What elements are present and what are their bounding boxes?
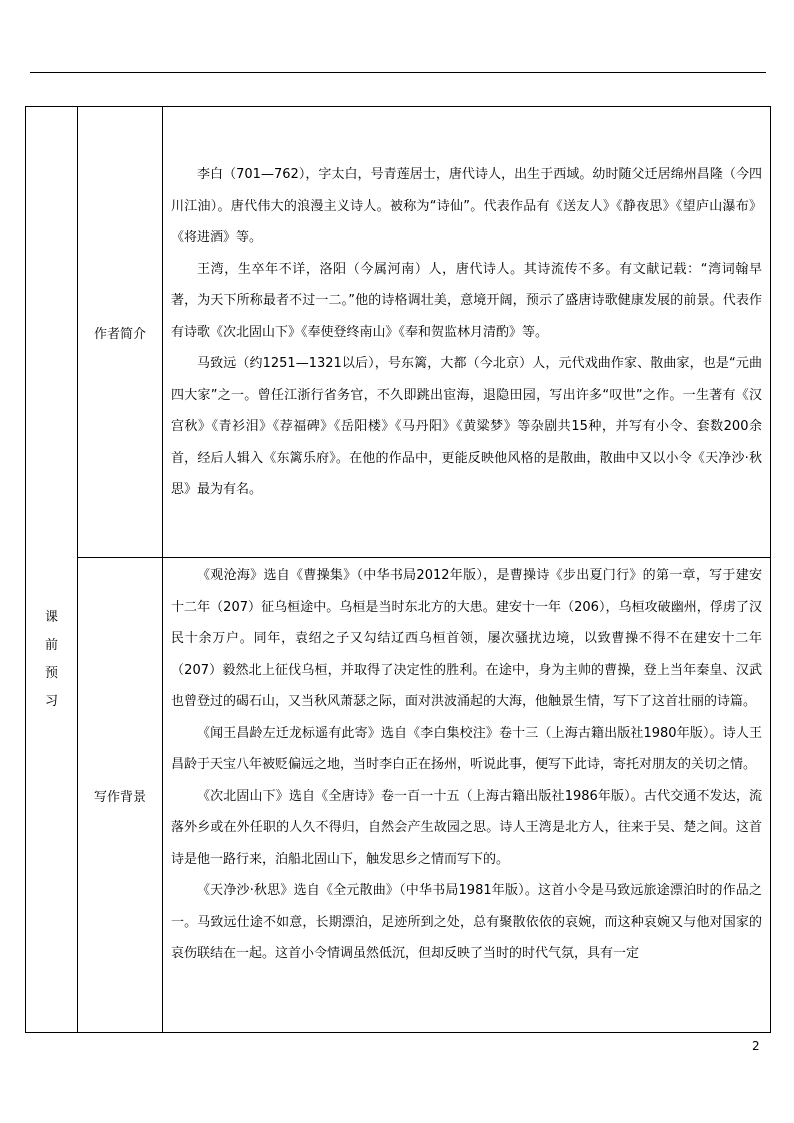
section-char: 预: [44, 665, 58, 681]
author-intro-label: 作者简介: [78, 107, 163, 558]
page-number: 2: [752, 1039, 760, 1053]
author-paragraph-wangwan: 王湾，生卒年不详，洛阳（今属河南）人，唐代诗人。其诗流传不多。有文献记载：“湾词翰早著，为天下所称最者不过一二。”他的诗格调壮美，意境开阔，预示了盛唐诗歌健康发展的前景。代表作有诗歌《次北固山下》《奉使登终南山》《奉和贺监林月清酌》等。: [171, 261, 762, 340]
author-intro-row: [26, 107, 771, 558]
section-label-cell: [26, 107, 78, 1033]
background-paragraph-cibeigushan: 《次北固山下》选自《全唐诗》卷一百一十五（上海古籍出版社1986年版）。古代交通不发达，流落外乡或在外任职的人久不得归，自然会产生故园之思。诗人王湾是北方人，往来于吴、楚之间。这首诗是他一路行来，泊船北固山下，触发思乡之情而写下的。: [171, 788, 762, 867]
section-char: 前: [44, 637, 58, 653]
author-intro-content: [163, 107, 771, 558]
author-paragraph-mazhiyuan: 马致远（约1251—1321以后），号东篱，大都（今北京）人，元代戏曲作家、散曲家，也是“元曲四大家”之一。曾任江浙行省务官，不久即跳出宦海，退隐田园，写出许多“叹世”之作。一生著有《汉宫秋》《青衫泪》《荐福碑》《岳阳楼》《马丹阳》《黄粱梦》等杂剧共15种，并写有小令、套数200余首，经后人辑入《东篱乐府》。在他的作品中，更能反映他风格的是散曲，散曲中又以小令《天净沙·秋思》最为有名。: [171, 356, 762, 497]
background-paragraph-tianjingsha: 《天净沙·秋思》选自《全元散曲》（中华书局1981年版）。这首小令是马致远旅途漂泊时的作品之一。马致远仕途不如意，长期漂泊，足迹所到之处，总有聚散依依的哀婉，而这种哀婉又与他对国家的哀伤联结在一起。这首小令情调虽然低沉，但却反映了当时的时代气氛，具有一定: [171, 883, 762, 961]
header-rule: [30, 72, 766, 73]
background-content: [163, 558, 771, 1033]
section-char: 习: [44, 693, 58, 709]
preview-table: [25, 106, 771, 1033]
section-char: 课: [44, 609, 58, 625]
background-paragraph-guancanghai: 《观沧海》选自《曹操集》（中华书局2012年版），是曹操诗《步出夏门行》的第一章，写于建安十二年（207）征乌桓途中。乌桓是当时东北方的大患。建安十一年（206），乌桓攻破幽州，俘虏了汉民十余万户。同年，袁绍之子又勾结辽西乌桓首领，屡次骚扰边境，以致曹操不得不在建安十二年（207）毅然北上征伐乌桓，并取得了决定性的胜利。在途中，身为主帅的曹操，登上当年秦皇、汉武也曾登过的碣石山，又当秋风萧瑟之际，面对洪波涌起的大海，他触景生情，写下了这首壮丽的诗篇。: [171, 568, 762, 709]
background-label: 写作背景: [78, 558, 163, 1033]
author-paragraph-libai: 李白（701—762），字太白，号青莲居士，唐代诗人，出生于西域。幼时随父迁居绵州昌隆（今四川江油）。唐代伟大的浪漫主义诗人。被称为“诗仙”。代表作品有《送友人》《静夜思》《望庐山瀑布》《将进酒》等。: [171, 167, 762, 245]
background-paragraph-wenwangchangling: 《闻王昌龄左迁龙标遥有此寄》选自《李白集校注》卷十三（上海古籍出版社1980年版）。诗人王昌龄于天宝八年被贬偏远之地，当时李白正在扬州，听说此事，便写下此诗，寄托对朋友的关切之情。: [171, 725, 762, 772]
background-row: [26, 558, 771, 1033]
